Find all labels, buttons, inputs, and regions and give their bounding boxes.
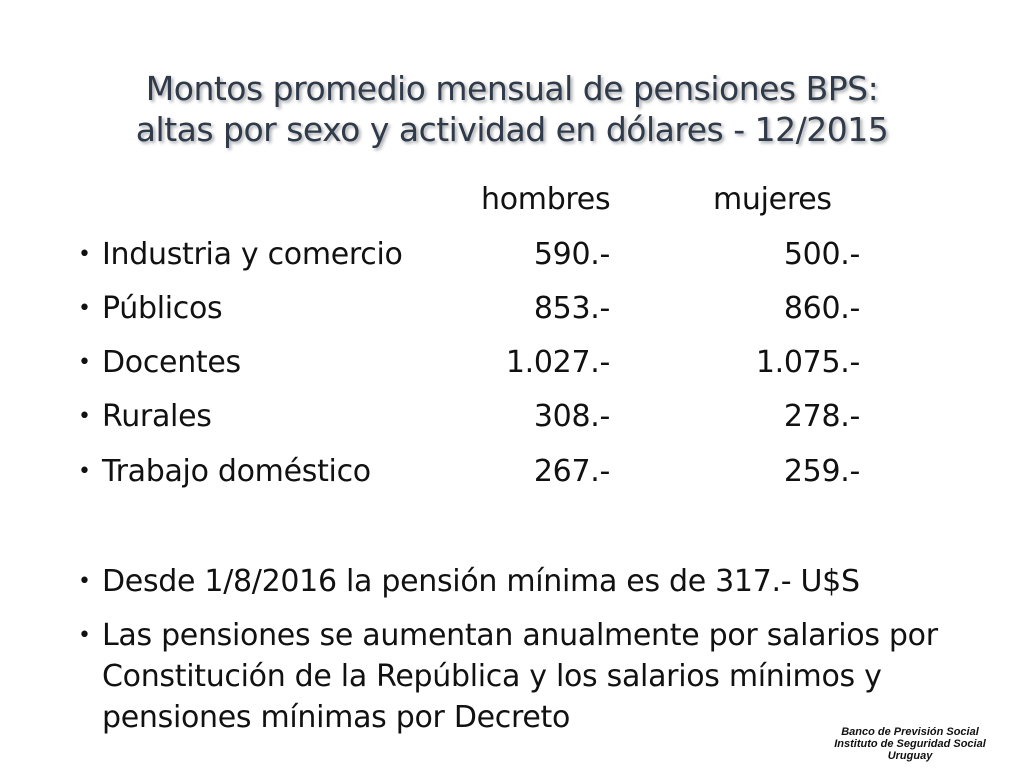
value-mujeres: 278.- <box>783 399 860 434</box>
note-text: Las pensiones se aumentan anualmente por salarios por Constitución de la República y los salarios mínimos y pensiones mínimas por Decreto <box>102 618 938 735</box>
column-header-hombres: hombres <box>481 182 611 217</box>
table-row <box>0 395 1024 439</box>
table-row <box>0 287 1024 331</box>
value-hombres: 267.- <box>533 454 610 489</box>
value-hombres: 853.- <box>533 291 610 326</box>
value-mujeres: 1.075.- <box>755 345 860 380</box>
row-label: Industria y comercio <box>102 237 403 272</box>
bullet-icon: • <box>78 569 91 594</box>
bullet-icon: • <box>78 404 91 429</box>
row-label: Públicos <box>102 291 223 326</box>
footer-line: Uruguay <box>887 750 933 762</box>
slide-title-line2: altas por sexo y actividad en dólares - 12/2015 <box>135 110 889 149</box>
row-label: Trabajo doméstico <box>102 454 371 489</box>
row-label: Docentes <box>102 345 241 380</box>
value-mujeres: 500.- <box>783 237 860 272</box>
bullet-icon: • <box>78 242 91 267</box>
table-row <box>0 450 1024 494</box>
footer-line: Banco de Previsión Social <box>841 726 979 738</box>
value-mujeres: 860.- <box>783 291 860 326</box>
bullet-icon: • <box>78 296 91 321</box>
bullet-icon: • <box>78 459 91 484</box>
bullet-icon: • <box>78 350 91 375</box>
table-row <box>0 233 1024 277</box>
value-mujeres: 259.- <box>783 454 860 489</box>
table-row <box>0 341 1024 385</box>
note-text: Desde 1/8/2016 la pensión mínima es de 317.- U$S <box>102 564 860 599</box>
bullet-icon: • <box>78 623 91 648</box>
footer-organization <box>810 726 1010 762</box>
value-hombres: 590.- <box>533 237 610 272</box>
value-hombres: 308.- <box>533 399 610 434</box>
value-hombres: 1.027.- <box>505 345 610 380</box>
slide-title-line1: Montos promedio mensual de pensiones BPS: <box>145 69 879 108</box>
column-header-mujeres: mujeres <box>713 182 832 217</box>
footer-line: Instituto de Seguridad Social <box>834 738 986 750</box>
row-label: Rurales <box>102 399 212 434</box>
